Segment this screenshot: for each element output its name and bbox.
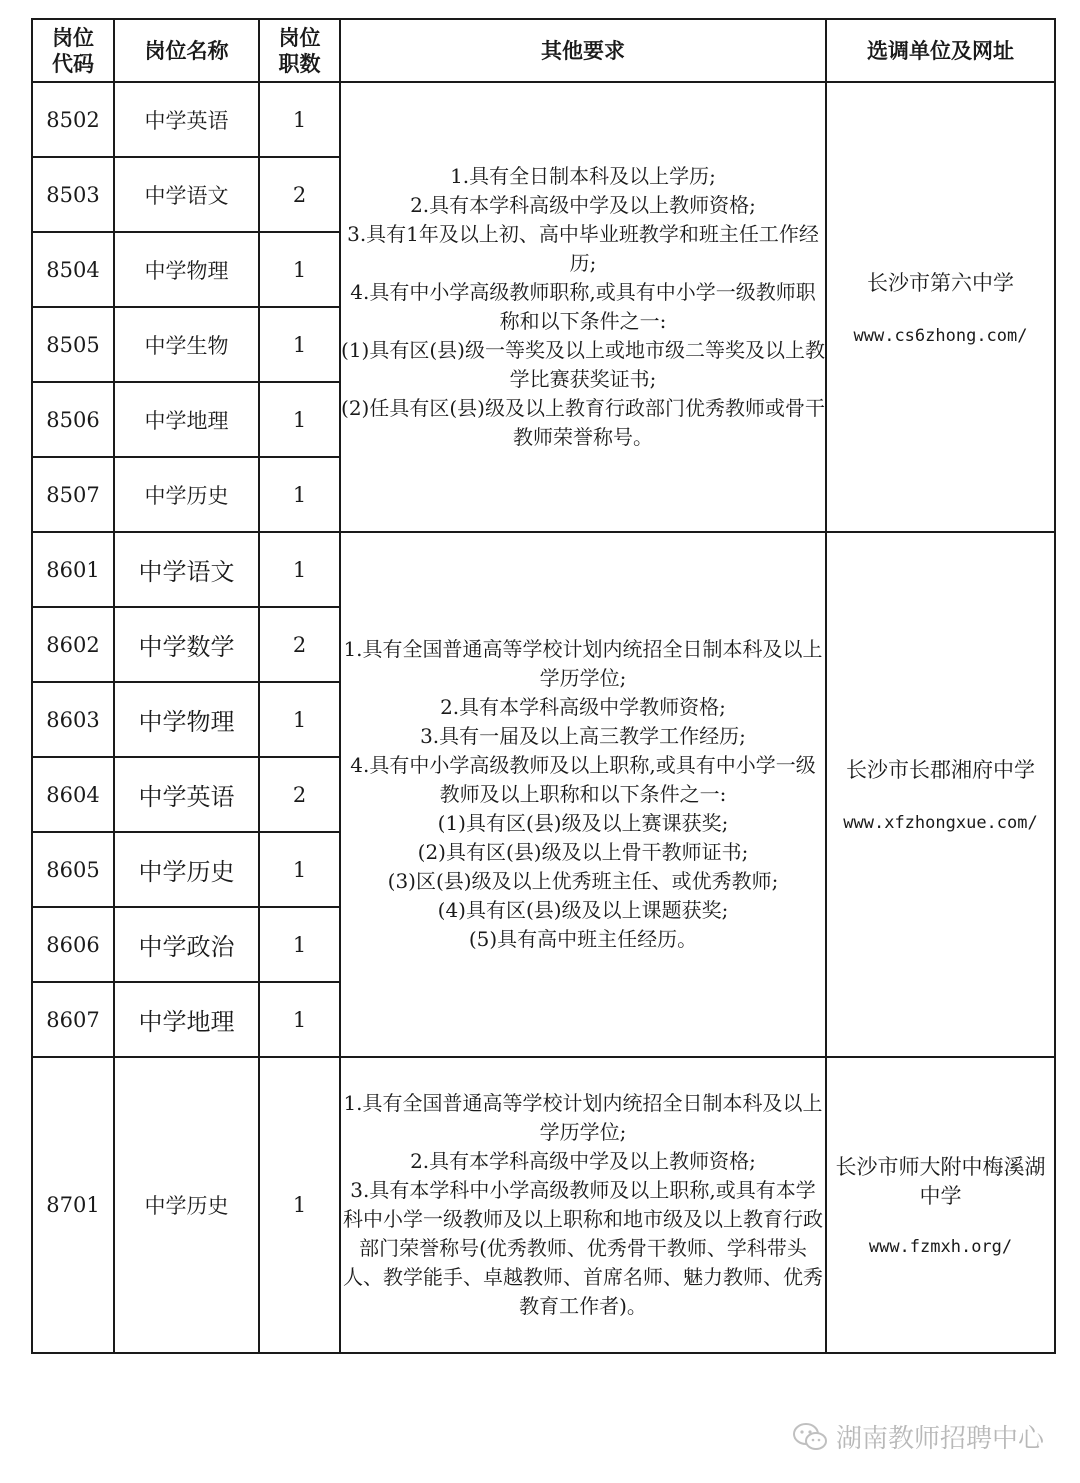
requirements-cell <box>340 82 826 532</box>
position-name: 中学地理 <box>114 982 259 1057</box>
unit-name: 长沙市长郡湘府中学 <box>846 758 1035 782</box>
requirement-line: (2)任具有区(县)级及以上教育行政部门优秀教师或骨干教师荣誉称号。 <box>341 396 825 449</box>
unit-name: 长沙市第六中学 <box>867 270 1014 295</box>
table-row <box>32 532 1055 607</box>
position-code: 8602 <box>32 607 114 682</box>
position-name: 中学数学 <box>114 607 259 682</box>
position-name: 中学语文 <box>114 532 259 607</box>
requirement-line: 1.具有全日制本科及以上学历; <box>450 164 716 188</box>
requirement-line: 2.具有本学科高级中学及以上教师资格; <box>410 193 756 217</box>
position-code: 8605 <box>32 832 114 907</box>
position-name: 中学英语 <box>114 757 259 832</box>
table-row <box>32 1057 1055 1353</box>
position-name: 中学历史 <box>114 1057 259 1353</box>
requirement-line: (1)具有区(县)级一等奖及以上或地市级二等奖及以上教学比赛获奖证书; <box>341 338 825 391</box>
position-name: 中学历史 <box>114 832 259 907</box>
requirements-cell <box>340 532 826 1057</box>
position-count: 1 <box>259 457 340 532</box>
position-count: 2 <box>259 607 340 682</box>
header-requirements: 其他要求 <box>340 19 826 82</box>
position-count: 2 <box>259 157 340 232</box>
watermark <box>792 1418 1044 1455</box>
position-name: 中学物理 <box>114 682 259 757</box>
position-code: 8701 <box>32 1057 114 1353</box>
position-code: 8603 <box>32 682 114 757</box>
requirement-line: 1.具有全国普通高等学校计划内统招全日制本科及以上学历学位; <box>343 637 823 690</box>
position-code: 8604 <box>32 757 114 832</box>
position-count: 1 <box>259 907 340 982</box>
requirement-line: 3.具有1年及以上初、高中毕业班教学和班主任工作经历; <box>347 222 819 275</box>
header-unit: 选调单位及网址 <box>826 19 1055 82</box>
position-count: 1 <box>259 832 340 907</box>
unit-cell <box>826 1057 1055 1353</box>
position-count: 1 <box>259 1057 340 1353</box>
requirement-line: (3)区(县)级及以上优秀班主任、或优秀教师; <box>387 869 779 893</box>
position-count: 1 <box>259 532 340 607</box>
requirement-line: 1.具有全国普通高等学校计划内统招全日制本科及以上学历学位; <box>343 1091 823 1144</box>
position-name: 中学地理 <box>114 382 259 457</box>
unit-url[interactable]: www.cs6zhong.com/ <box>853 325 1028 346</box>
requirement-line: 3.具有一届及以上高三教学工作经历; <box>420 724 746 748</box>
position-name: 中学生物 <box>114 307 259 382</box>
position-name: 中学历史 <box>114 457 259 532</box>
position-code: 8505 <box>32 307 114 382</box>
requirement-line: 2.具有本学科高级中学教师资格; <box>440 695 726 719</box>
position-name: 中学政治 <box>114 907 259 982</box>
positions-table <box>31 18 1056 1354</box>
watermark-text: 湖南教师招聘中心 <box>835 1424 1044 1454</box>
position-name: 中学物理 <box>114 232 259 307</box>
unit-url[interactable]: www.fzmxh.org/ <box>868 1237 1013 1257</box>
header-row <box>32 19 1055 82</box>
wechat-icon <box>792 1422 828 1452</box>
requirement-line: (4)具有区(县)级及以上课题获奖; <box>437 898 729 922</box>
unit-url[interactable]: www.xfzhongxue.com/ <box>843 813 1038 833</box>
requirement-line: (1)具有区(县)级及以上赛课获奖; <box>437 811 729 835</box>
header-code: 岗位代码 <box>32 19 114 82</box>
unit-name: 长沙市师大附中梅溪湖中学 <box>835 1155 1046 1208</box>
position-code: 8601 <box>32 532 114 607</box>
unit-cell <box>826 82 1055 532</box>
position-code: 8607 <box>32 982 114 1057</box>
requirement-line: 2.具有本学科高级中学及以上教师资格; <box>410 1149 756 1173</box>
position-code: 8504 <box>32 232 114 307</box>
requirement-line: 4.具有中小学高级教师及以上职称,或具有中小学一级教师及以上职称和以下条件之一: <box>350 753 816 806</box>
position-count: 1 <box>259 682 340 757</box>
position-code: 8606 <box>32 907 114 982</box>
requirement-line: (2)具有区(县)级及以上骨干教师证书; <box>417 840 749 864</box>
position-count: 1 <box>259 982 340 1057</box>
position-count: 1 <box>259 307 340 382</box>
requirement-line: 4.具有中小学高级教师职称,或具有中小学一级教师职称和以下条件之一: <box>350 280 816 333</box>
requirement-line: 3.具有本学科中小学高级教师及以上职称,或具有本学科中小学一级教师及以上职称和地市级及以上教育行政部门荣誉称号(优秀教师、优秀骨干教师、学科带头人、教学能手、卓越教师、首席名师、魅力教师、优秀教育工作者)。 <box>343 1178 823 1318</box>
position-code: 8503 <box>32 157 114 232</box>
position-count: 2 <box>259 757 340 832</box>
header-name: 岗位名称 <box>114 19 259 82</box>
requirements-cell <box>340 1057 826 1353</box>
position-code: 8507 <box>32 457 114 532</box>
table-row <box>32 82 1055 157</box>
header-count: 岗位职数 <box>259 19 340 82</box>
position-name: 中学英语 <box>114 82 259 157</box>
requirement-line: (5)具有高中班主任经历。 <box>468 927 698 951</box>
position-count: 1 <box>259 82 340 157</box>
position-code: 8502 <box>32 82 114 157</box>
position-name: 中学语文 <box>114 157 259 232</box>
position-count: 1 <box>259 382 340 457</box>
position-count: 1 <box>259 232 340 307</box>
unit-cell <box>826 532 1055 1057</box>
position-code: 8506 <box>32 382 114 457</box>
